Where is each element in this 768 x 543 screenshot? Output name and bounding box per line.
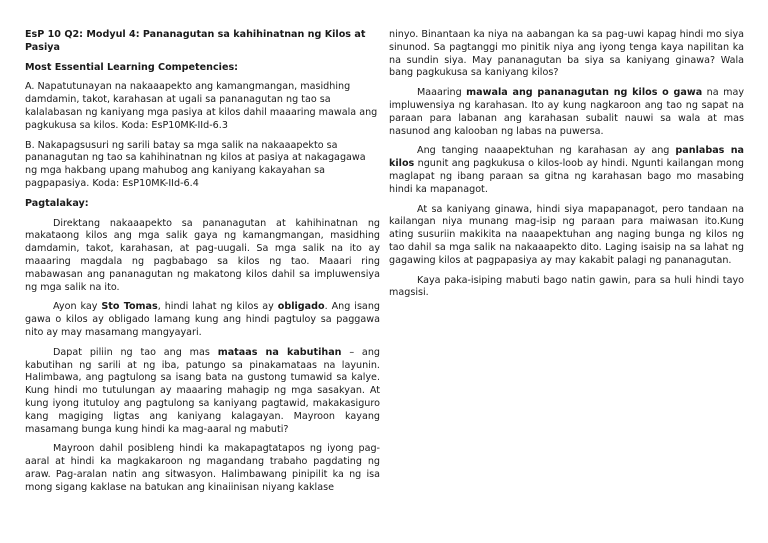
competency-b: B. Nakapagsusuri ng sarili batay sa mga salik na nakaaapekto sa pananagutan ng tao sa kahihinatnan ng kilos at pasiya at nakagagawa ng mga hakbang upang mahubog ang kaniyang kakayahan sa pagpapasiya. Koda: EsP10MK-IId-6.4	[25, 139, 366, 189]
mawala-pananagutan-emphasis: mawala ang pananagutan ng kilos o gawa	[466, 87, 703, 99]
paragraph-6: Maaaring mawala ang pananagutan ng kilos o gawa na may impluwensiya ng karahasan. Ito ay kung nagkaroon ang tao ng sapat na paraan para labanan ang karahasan subalit nauwi sa wala at mas nasunod ang kalooban ng labas na puwersa.	[389, 87, 745, 137]
competency-a: A. Napatutunayan na nakaaapekto ang kamangmangan, masidhing damdamin, takot, karahasan at ugali sa pananagutan ng tao sa kalalabasan ng kaniyang mga pasiya at kilos dahil maaaring mawala ang pagkukusa sa kilos. Koda: EsP10MK-IId-6.3	[25, 81, 378, 131]
paragraph-1: Direktang nakaaapekto sa pananagutan at kahihinatnan ng makataong kilos ang mga salik gaya ng kamangmangan, masidhing damdamin, takot, karahasan, at pag-uugali. Sa mga salik na ito ay maaaring magdala ng pagbabago sa kilos ng tao. Maaari ring mabawasan ang pananagutan ng makatong kilos dahil sa impluwensiya ng mga salik na ito.	[25, 217, 380, 293]
paragraph-9: Kaya paka-isiping mabuti bago natin gawin, para sa huli hindi tayo magsisi.	[389, 274, 744, 299]
left-column	[25, 29, 380, 502]
paragraph-7: Ang tanging naaapektuhan ng karahasan ay ang panlabas na kilos ngunit ang pagkukusa o kilos-loob ay hindi. Ngunti kailangan mong maglapat ng ibang paraan sa gitna ng karahasan bago mo masabing hindi ka mapanagot.	[389, 145, 744, 195]
paragraph-4: Mayroon dahil posibleng hindi ka makapagtatapos ng iyong pag-aaral at hindi ka magkakaroon ng magandang trabaho pagdating ng araw. Pag-aralan natin ang sitwasyon. Halimbawang pinipilit ka ng isa mong sigang kaklase na batukan ang kinaiinisan niyang kaklase	[25, 443, 380, 493]
paragraph-2: Ayon kay Sto Tomas, hindi lahat ng kilos ay obligado. Ang isang gawa o kilos ay obligado lamang kung ang hindi pagtuloy sa paggawa nito ay may masamang mangyayari.	[25, 301, 380, 338]
sto-tomas-emphasis: Sto Tomas	[101, 301, 158, 313]
paragraph-8: At sa kaniyang ginawa, hindi siya mapapanagot, pero tandaan na kailangan niya munang mag-isip ng paraan para maiwasan ito.Kung ating susuriin makikita na naaapektuhan ang naging bunga ng kilos ng tao dahil sa mga salik na nakaaapekto dito. Laging isaisip na sa lahat ng gagawing kilos at pagpapasiya ay may kakabit palagi ng pananagutan.	[389, 203, 744, 266]
competencies-heading: Most Essential Learning Competencies:	[25, 61, 238, 73]
obligado-emphasis: obligado	[277, 301, 325, 313]
paragraph-3: Dapat piliin ng tao ang mas mataas na kabutihan – ang kabutihan ng sarili at ng iba, patungo sa pinakamataas na layunin. Halimbawa, ang pagtulong sa isang bata na gustong tumawid sa kalye. Kung hindi mo tutulungan ay maaaring mahagip ng mga sasakyan. At kung iyong itutuloy ang pagtulong sa kaniyang pagtawid, makakasiguro kang magiging ligtas ang kaniyang kalagayan. Mayroon kayang masamang bunga kung hindi ka mag-aaral ng mabuti?	[25, 346, 380, 435]
right-column	[389, 29, 744, 307]
panlabas-na-kilos-emphasis: panlabas na kilos	[389, 145, 744, 170]
module-title: EsP 10 Q2: Modyul 4: Pananagutan sa kahihinatnan ng Kilos at Pasiya	[25, 29, 366, 53]
mataas-na-kabutihan-emphasis: mataas na kabutihan	[217, 346, 342, 358]
pagtalakay-heading: Pagtalakay:	[25, 197, 89, 209]
paragraph-5: ninyo. Binantaan ka niya na aabangan ka sa pag-uwi kapag hindi mo siya sinunod. Sa pagtanggi mo pinitik niya ang iyong tenga kaya napilitan ka na sundin siya. May pananagutan ba siya sa kaniyang ginawa? Wala bang pagkukusa sa kaniyang kilos?	[389, 29, 744, 79]
